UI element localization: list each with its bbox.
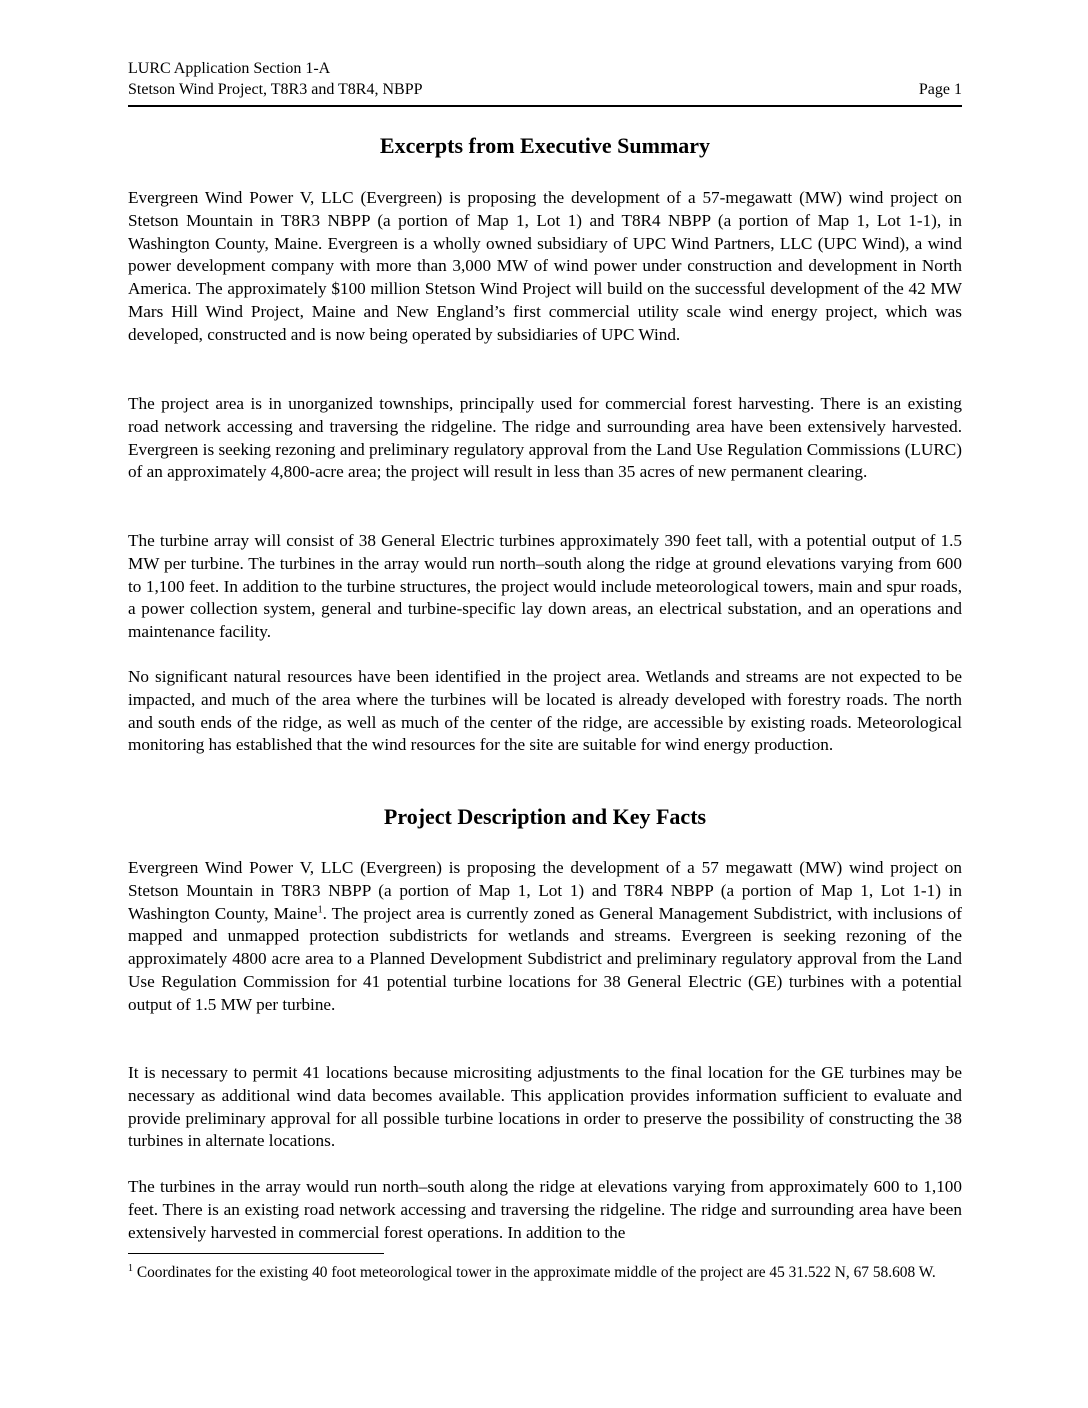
paragraph: It is necessary to permit 41 locations because micrositing adjustments to the final location for the GE turbines may be necessary as additional wind data becomes available. This application provides information sufficient to evaluate and provide preliminary approval for all possible turbine locations in order to preserve the possibility of constructing the 38 turbines in alternate locations.: [128, 1063, 962, 1151]
paragraph: No significant natural resources have been identified in the project area. Wetlands and streams are not expected to be impacted, and much of the area where the turbines will be located is already developed with forestry roads. The north and south ends of the ridge, as well as much of the center of the ridge, are accessible by existing roads. Meteorological monitoring has established that the wind resources for the site are suitable for wind energy production.: [128, 667, 962, 755]
paragraph: The project area is in unorganized townships, principally used for commercial forest harvesting. There is an existing road network accessing and traversing the ridgeline. The ridge and surrounding area have been extensively harvested. Evergreen is seeking rezoning and preliminary regulatory approval from the Land Use Regulation Commissions (LURC) of an approximately 4,800-acre area; the project will result in less than 35 acres of new permanent clearing.: [128, 394, 962, 482]
footnote-marker: 1: [128, 1262, 133, 1274]
paragraph-text: Evergreen Wind Power V, LLC (Evergreen) is proposing the development of a 57 megawatt (MW) wind project on Stetson Mountain in T8R3 NBPP (a portion of Map 1, Lot 1) and T8R4 NBPP (a portion of Map 1, Lot 1-1) in Washington County, Maine: [128, 858, 962, 923]
paragraph: The turbines in the array would run north–south along the ridge at elevations varying from approximately 600 to 1,100 feet. There is an existing road network accessing and traversing the ridgeline. The ridge and surrounding area have been extensively harvested in commercial forest operations. In addition to the: [128, 1177, 962, 1242]
section-heading-executive-summary: Excerpts from Executive Summary: [379, 133, 711, 158]
footnote-divider: [128, 1253, 384, 1254]
paragraph-with-footnote: [128, 857, 962, 1017]
header-divider: [128, 105, 962, 107]
section-heading-project-description: Project Description and Key Facts: [383, 804, 707, 829]
header-section-label: LURC Application Section 1-A: [128, 60, 331, 77]
paragraph: The turbine array will consist of 38 General Electric turbines approximately 390 feet tall, with a potential output of 1.5 MW per turbine. The turbines in the array would run north–south along the ridge at ground elevations varying from 600 to 1,100 feet. In addition to the turbine structures, the project would include meteorological towers, main and spur roads, a power collection system, general and turbine-specific lay down areas, an electrical substation, and an operations and maintenance facility.: [128, 531, 962, 642]
paragraph-text: . The project area is currently zoned as General Management Subdistrict, with inclusions of mapped and unmapped protection subdistricts for wetlands and streams. Evergreen is seeking rezoning of the approximately 4800 acre area to a Planned Development Subdistrict and preliminary regulatory approval from the Land Use Regulation Commission for 41 potential turbine locations for 38 General Electric (GE) turbines with a potential output of 1.5 MW per turbine.: [128, 903, 962, 1014]
page-number: Page 1: [918, 81, 962, 98]
page-header: [128, 58, 962, 100]
paragraph: Evergreen Wind Power V, LLC (Evergreen) is proposing the development of a 57-megawatt (MW) wind project on Stetson Mountain in T8R3 NBPP (a portion of Map 1, Lot 1) and T8R4 NBPP (a portion of Map 1, Lot 1-1), in Washington County, Maine. Evergreen is a wholly owned subsidiary of UPC Wind Partners, LLC (UPC Wind), a wind power development company with more than 3,000 MW of wind power under construction and development in North America. The approximately $100 million Stetson Wind Project will build on the successful development of the 42 MW Mars Hill Wind Project, Maine and New England’s first commercial utility scale wind energy project, which was developed, constructed and is now being operated by subsidiaries of UPC Wind.: [128, 188, 962, 344]
footnote-reference[interactable]: 1: [317, 903, 323, 915]
footnote-text: Coordinates for the existing 40 foot meteorological tower in the approximate middle of the project are 45 31.522 N, 67 58.608 W.: [133, 1264, 936, 1281]
footnote: [128, 1263, 962, 1283]
header-project-label: Stetson Wind Project, T8R3 and T8R4, NBPP: [128, 81, 423, 98]
